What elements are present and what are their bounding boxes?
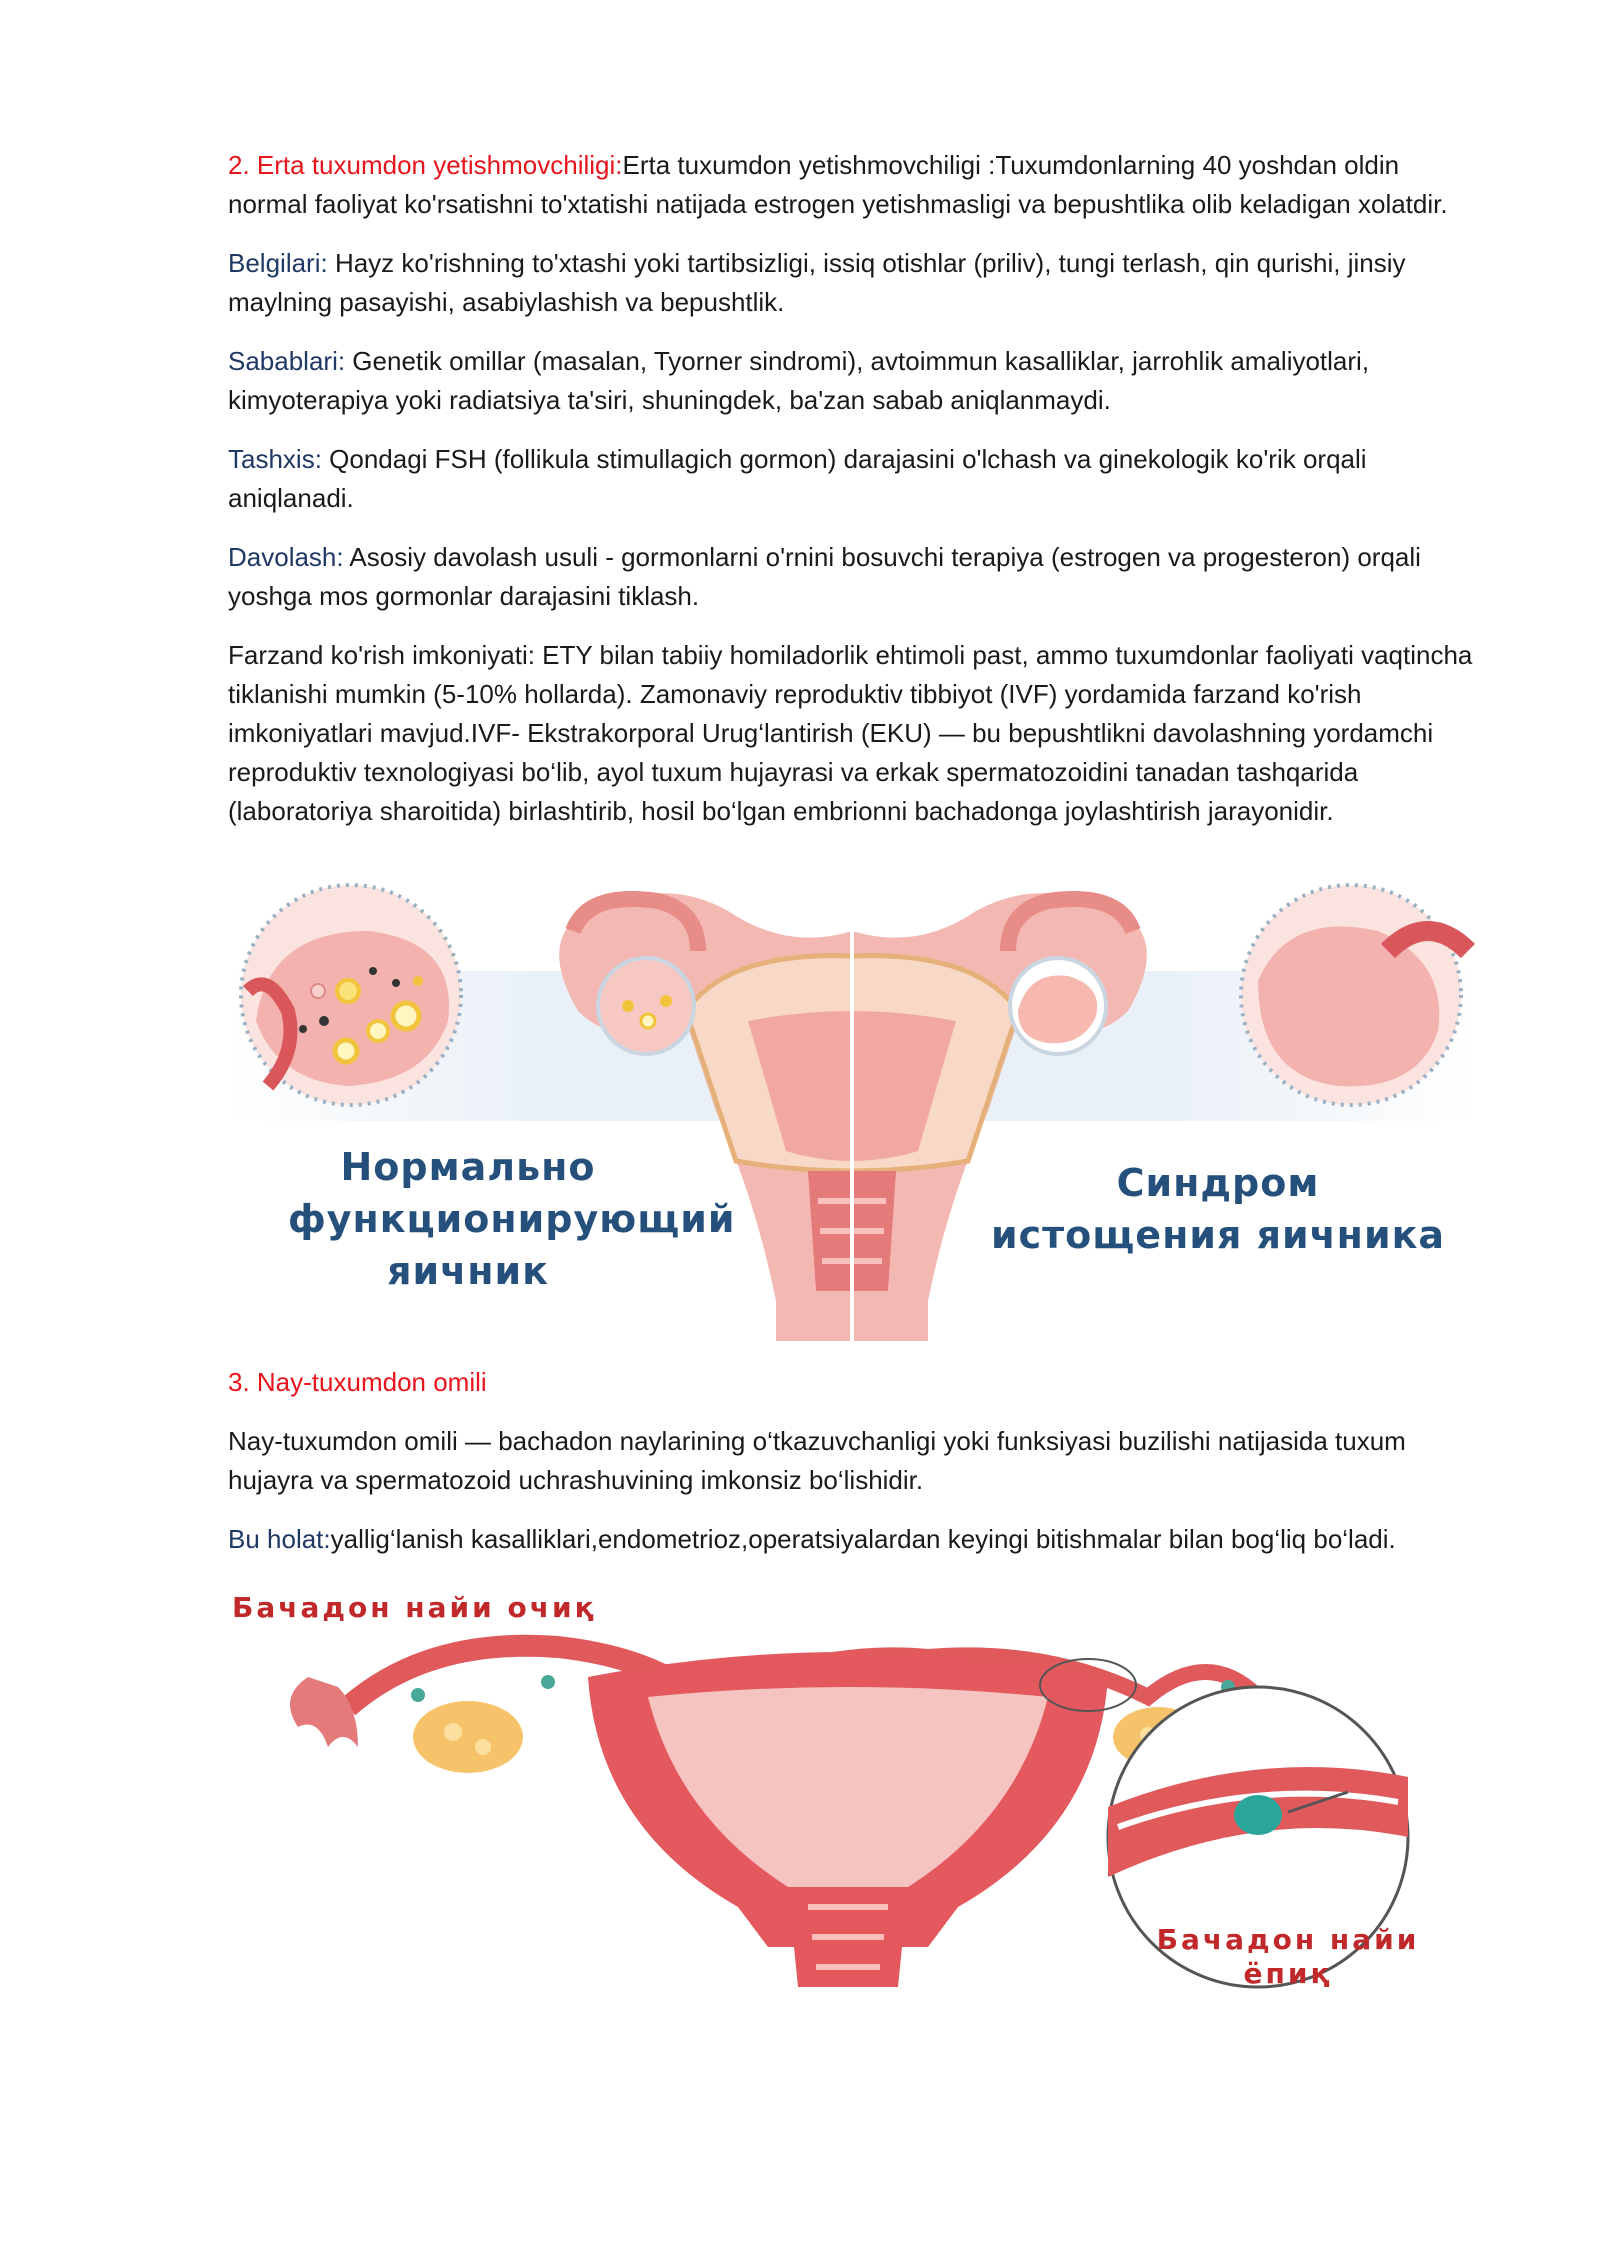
tubal-causes-text: yallig‘lanish kasalliklari,endometrioz,operatsiyalardan keyingi bitishmalar bilan bog‘liq bo‘ladi. (330, 1524, 1396, 1554)
ovarian-exhaustion-label-line-1: Синдром (1116, 1161, 1320, 1205)
diagnosis-paragraph (228, 440, 1480, 518)
fertility-paragraph: Farzand ko'rish imkoniyati: ETY bilan tabiiy homiladorlik ehtimoli past, ammo tuxumdonlar faoliyati vaqtincha tiklanishi mumkin (5-10% hollarda). Zamonaviy reproduktiv tibbiyot (IVF) yordamida farzand ko'rish imkoniyatlari mavjud.IVF- Ekstrakorporal Urug‘lantirish (EKU) — bu bepushtlikni davolashning yordamchi reproduktiv texnologiyasi bo‘lib, ayol tuxum hujayrasi va erkak spermatozoidini tanadan tashqarida (laboratoriya sharoitida) birlashtirib, hosil bo‘lgan embrionni bachadonga joylashtirish jarayonidir. (228, 640, 1473, 826)
symptoms-text: Hayz ko'rishning to'xtashi yoki tartibsizligi, issiq otishlar (priliv), tungi terlash, qin qurishi, jinsiy maylning pasayishi, asabiylashish va bepushtlik. (228, 248, 1406, 317)
normal-ovary-label-line-3: яичник (387, 1249, 549, 1293)
section2-heading: 2. Erta tuxumdon yetishmovchiligi: (228, 150, 623, 180)
treatment-text: Asosiy davolash usuli - gormonlarni o'rnini bosuvchi terapiya (estrogen va progesteron) orqali yoshga mos gormonlar darajasini tiklash. (228, 542, 1421, 611)
tubal-causes-label: Bu holat: (228, 1524, 331, 1554)
treatment-label: Davolash: (228, 542, 344, 572)
fallopian-tube-illustration (228, 1587, 1476, 2015)
treatment-paragraph (228, 538, 1480, 616)
symptoms-label: Belgilari: (228, 248, 328, 278)
tubal-factor-causes (228, 1520, 1480, 1559)
normal-ovary-label-line-1: Нормально (340, 1145, 596, 1189)
ovarian-exhaustion-label (978, 1157, 1458, 1261)
causes-paragraph (228, 342, 1480, 420)
diagnosis-text: Qondagi FSH (follikula stimullagich gormon) darajasini o'lchash va ginekologik ko'rik orqali aniqlanadi. (228, 444, 1367, 513)
symptoms-paragraph (228, 244, 1480, 322)
section3-heading: 3. Nay-tuxumdon omili (228, 1367, 487, 1397)
diagnosis-label: Tashxis: (228, 444, 322, 474)
section2-intro: Erta tuxumdon yetishmovchiligi :Tuxumdonlarning 40 yoshdan oldin normal faoliyat ko'rsatishni to'xtatishi natijada estrogen yetishmasligi va bepushtlika olib keladigan xolatdir. (228, 150, 1448, 219)
intro-paragraph (228, 146, 1480, 224)
tube-open-label: Бачадон найи очиқ (232, 1591, 597, 1624)
tube-closed-label-line-1: Бачадон найи (1156, 1923, 1420, 1956)
normal-ovary-label (288, 1141, 736, 1297)
ovary-comparison-illustration (228, 871, 1476, 1341)
ovarian-exhaustion-label-line-2: истощения яичника (991, 1213, 1445, 1257)
tube-closed-label-line-2: ёпиқ (1243, 1957, 1333, 1990)
causes-text: Genetik omillar (masalan, Tyorner sindromi), avtoimmun kasalliklar, jarrohlik amaliyotlari, kimyoterapiya yoki radiatsiya ta'siri, shuningdek, ba'zan sabab aniqlanmaydi. (228, 346, 1370, 415)
causes-label: Sabablari: (228, 346, 346, 376)
normal-ovary-label-line-2: функционирующий (288, 1197, 736, 1241)
tubal-factor-definition: Nay-tuxumdon omili — bachadon naylarining o‘tkazuvchanligi yoki funksiyasi buzilishi natijasida tuxum hujayra va spermatozoid uchrashuvining imkonsiz bo‘lishidir. (228, 1426, 1406, 1495)
tube-closed-label (1098, 1923, 1476, 1991)
document-page (228, 146, 1480, 2015)
